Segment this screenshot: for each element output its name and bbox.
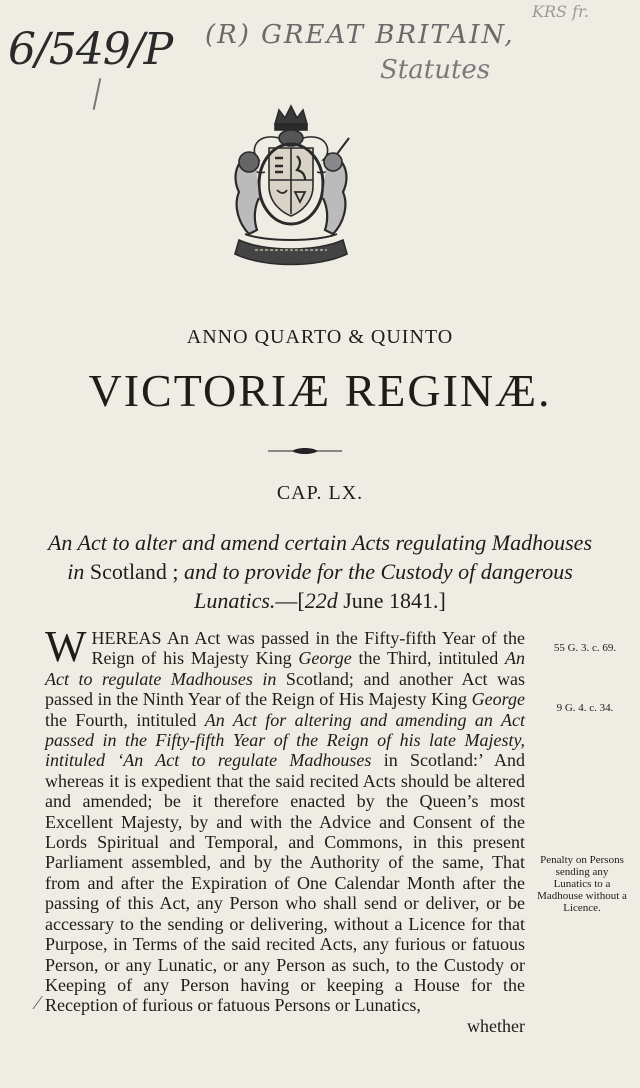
- margin-note-statute-9-g4: 9 G. 4. c. 34.: [556, 702, 614, 714]
- drop-cap: W: [45, 622, 87, 671]
- act-body-text: [45, 622, 525, 1036]
- long-title-bracket: —[: [275, 588, 305, 613]
- margin-note-statute-55-g3: 55 G. 3. c. 69.: [553, 642, 617, 654]
- body-segment-5: Scotland; and another Act was passed in the Ninth Year of the Reign of His Majesty King: [45, 668, 525, 710]
- margin-note-penalty: Penalty on Persons sending any Lunatics to a Madhouse without a Licence.: [537, 854, 627, 914]
- body-segment-1: HEREAS An Act was passed in the Fifty-fifth Year of the Reign of his Majesty King: [91, 628, 525, 669]
- body-segment-6: George: [471, 689, 525, 710]
- royal-coat-of-arms: [225, 102, 357, 272]
- long-title-part-2: and to provide for the Custody of dangerous Lunatics.: [183, 559, 573, 613]
- catchword: whether: [467, 1015, 525, 1036]
- chapter-heading: CAP. LX.: [276, 482, 364, 504]
- body-segment-3: the Third, intituled: [351, 648, 505, 669]
- act-long-title: [40, 528, 600, 615]
- long-title-part-1: An Act to alter and amend certain Acts regulating Madhouses in: [47, 530, 593, 584]
- long-title-place: Scotland ;: [89, 559, 184, 584]
- handwritten-catalog-note: (R) GREAT BRITAIN,: [205, 20, 515, 50]
- ornamental-rule: [268, 447, 342, 455]
- handwritten-reference-note: KRS fr.: [532, 2, 589, 21]
- long-title-day: 22d: [304, 588, 338, 613]
- monarch-title: VICTORIÆ REGINÆ.: [88, 365, 552, 416]
- body-segment-8: An Act for altering and amending an Act passed in the Fifty-fifth Year of the Reign of his late Majesty, intituled ‘An Act to regulate Madhouses: [45, 709, 525, 771]
- handwritten-shelfmark: 6/549/P: [8, 24, 173, 75]
- handwritten-subject-note: Statutes: [380, 55, 491, 85]
- body-segment-2: George: [298, 648, 352, 669]
- body-paragraph: [45, 622, 525, 1016]
- body-segment-7: the Fourth, intituled: [45, 709, 205, 730]
- long-title-date: June 1841.]: [337, 588, 446, 613]
- pencil-mark: ⁄: [36, 992, 40, 1014]
- body-segment-4: An Act to regulate Madhouses in: [45, 648, 525, 689]
- body-segment-9: in Scotland:’ And whereas it is expedient that the said recited Acts should be altered and amended; be it therefore enacted by the Queen’s most Excellent Majesty, by and with the Advice and Consent of the Lords Spiritual and Temporal, and Commons, in this present Parliament assembled, and by the Authority of the same, That from and after the Expiration of One Calendar Month after the passing of this Act, any Person who shall send or deliver, or be accessary to the sending or delivering, without a Licence for that Purpose, in Terms of the said recited Acts, any furious or fatuous Person, or any Lunatic, or any Person as such, to the Custody or Keeping of any Person having or keeping a House for the Reception of furious or fatuous Persons or Lunatics,: [45, 750, 525, 1016]
- regnal-year-line: ANNO QUARTO & QUINTO: [186, 326, 454, 348]
- shelfmark-stroke: [93, 78, 102, 110]
